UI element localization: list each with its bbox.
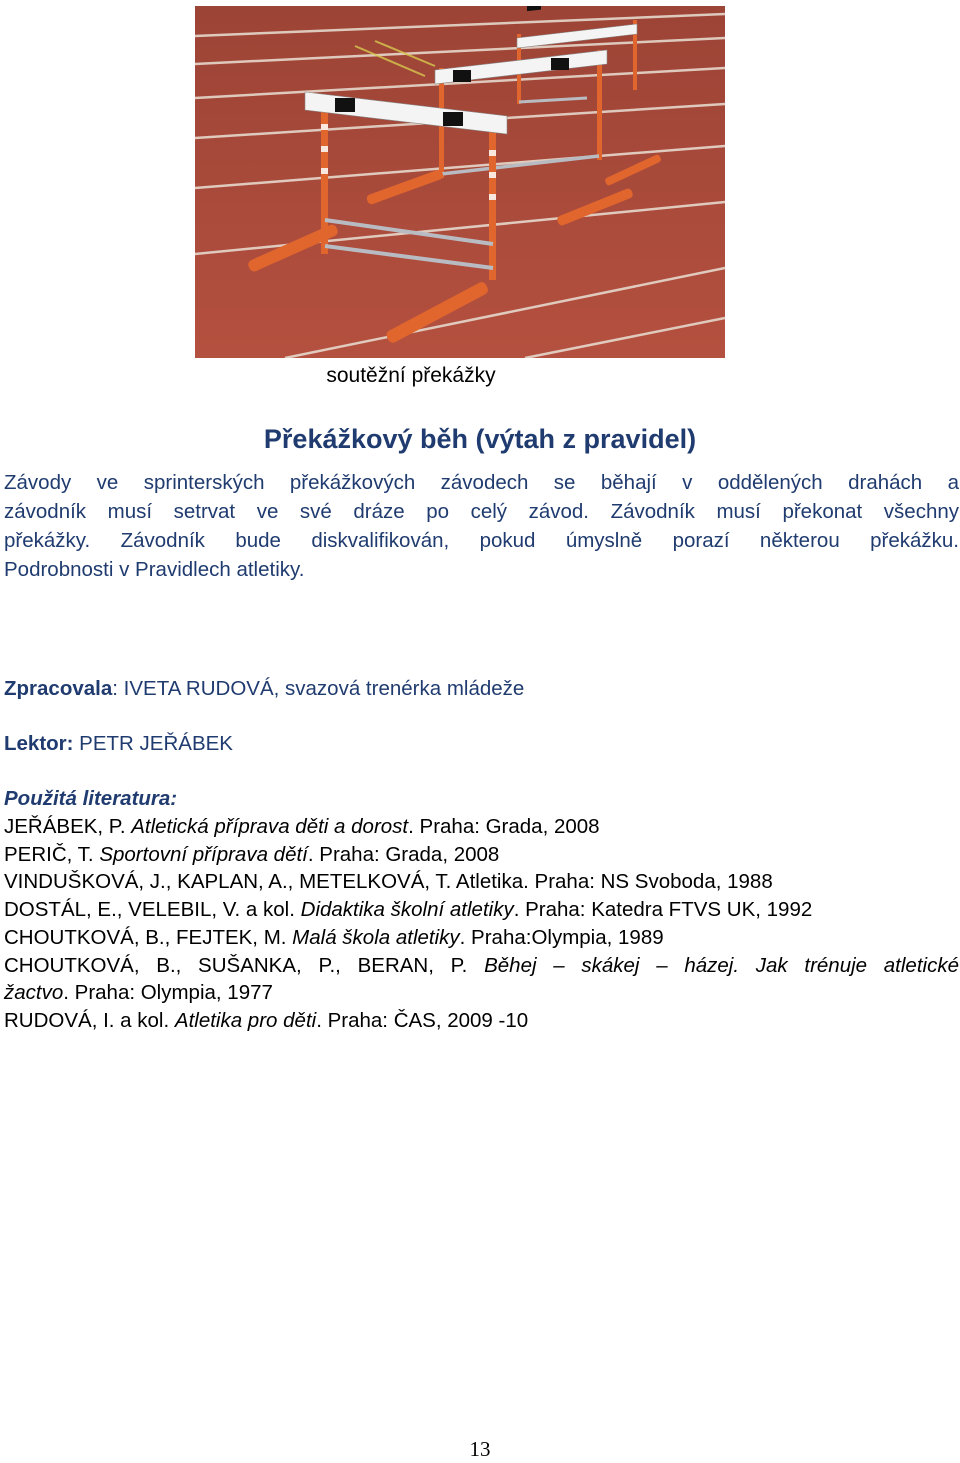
paragraph-line: závodník musí setrvat ve své dráze po celý závod. Závodník musí překonat všechny (4, 500, 959, 523)
reference-item-continued: žactvo. Praha: Olympia, 1977 (4, 981, 273, 1005)
paragraph-line: Závody ve sprinterských překážkových závodech se běhají v oddělených drahách a (4, 471, 959, 494)
lector-value: PETR JEŘÁBEK (73, 732, 233, 755)
page-number: 13 (469, 1437, 491, 1461)
section-heading: Překážkový běh (výtah z pravidel) (263, 424, 697, 454)
author-label: Zpracovala (4, 677, 113, 700)
reference-item: VINDUŠKOVÁ, J., KAPLAN, A., METELKOVÁ, T. Atletika. Praha: NS Svoboda, 1988 (4, 870, 773, 894)
author-sep: : (112, 677, 124, 700)
reference-item: CHOUTKOVÁ, B., SUŠANKA, P., BERAN, P. Běhej – skákej – házej. Jak trénuje atletické (4, 953, 959, 977)
rules-paragraph (4, 468, 959, 584)
reference-item: PERIČ, T. Sportovní příprava dětí. Praha: Grada, 2008 (4, 842, 500, 866)
reference-item: CHOUTKOVÁ, B., FEJTEK, M. Malá škola atletiky. Praha:Olympia, 1989 (4, 925, 664, 949)
lector-label: Lektor: (4, 732, 74, 755)
references-list (4, 813, 959, 1035)
lector-line (4, 732, 233, 756)
hurdles-photo (195, 6, 725, 358)
literature-heading: Použitá literatura: (4, 787, 178, 810)
photo-caption: soutěžní překážky (326, 364, 496, 387)
reference-item: RUDOVÁ, I. a kol. Atletika pro děti. Praha: ČAS, 2009 -10 (4, 1008, 529, 1032)
paragraph-line: Podrobnosti v Pravidlech atletiky. (4, 558, 305, 581)
author-value: IVETA RUDOVÁ, svazová trenérka mládeže (123, 677, 525, 700)
reference-item: DOSTÁL, E., VELEBIL, V. a kol. Didaktika školní atletiky. Praha: Katedra FTVS UK, 1992 (4, 898, 813, 922)
reference-item: JEŘÁBEK, P. Atletická příprava děti a dorost. Praha: Grada, 2008 (4, 815, 600, 838)
paragraph-line: překážky. Závodník bude diskvalifikován, pokud úmyslně porazí některou překážku. (4, 529, 959, 552)
author-line (4, 677, 524, 701)
